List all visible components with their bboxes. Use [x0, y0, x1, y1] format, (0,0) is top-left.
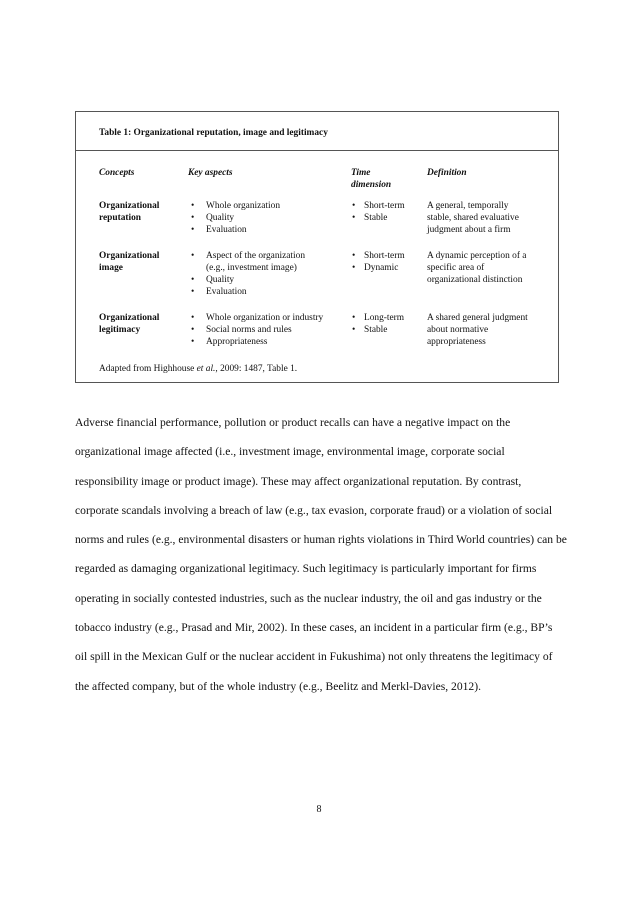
table-box	[75, 111, 559, 383]
definition-legitimacy	[427, 312, 528, 348]
header-time-dimension	[351, 167, 391, 191]
definition-line: A shared general judgment	[427, 313, 528, 323]
concept-image	[99, 250, 159, 274]
concept-line: Organizational	[99, 201, 160, 211]
aspects-list-image	[188, 250, 348, 298]
source-prefix: Adapted from Highhouse	[99, 364, 197, 374]
list-item: • Stable	[351, 212, 423, 224]
concept-reputation	[99, 200, 159, 224]
list-item-line: • Aspect of the organization	[206, 251, 306, 261]
list-item: • Long-term	[351, 312, 423, 324]
definition-line: judgment about a firm	[427, 225, 511, 235]
definition-reputation	[427, 200, 519, 236]
definition-line: specific area of	[427, 263, 485, 273]
definition-line: appropriateness	[427, 337, 486, 347]
list-item	[188, 250, 348, 274]
list-item: • Evaluation	[188, 224, 348, 236]
concept-line: image	[99, 263, 123, 273]
list-item: • Dynamic	[351, 262, 423, 274]
list-item: • Appropriateness	[188, 336, 358, 348]
concept-line: Organizational	[99, 251, 160, 261]
definition-line: organizational distinction	[427, 275, 523, 285]
list-item: • Whole organization or industry	[188, 312, 358, 324]
source-etal: et al.	[196, 364, 216, 374]
list-item: • Stable	[351, 324, 423, 336]
list-item-line: (e.g., investment image)	[206, 263, 297, 273]
header-concepts: Concepts	[99, 168, 135, 178]
definition-line: stable, shared evaluative	[427, 213, 519, 223]
time-list-image	[351, 250, 423, 274]
aspects-list	[188, 250, 348, 298]
table-source-note	[99, 364, 297, 374]
source-suffix: , 2009: 1487, Table 1.	[215, 364, 298, 374]
definition-line: about normative	[427, 325, 489, 335]
concept-legitimacy	[99, 312, 159, 336]
definition-line: A dynamic perception of a	[427, 251, 527, 261]
list-item: • Social norms and rules	[188, 324, 358, 336]
time-list-legitimacy	[351, 312, 423, 336]
header-definition: Definition	[427, 168, 467, 178]
list-item: • Quality	[188, 274, 348, 286]
page-number: 8	[316, 804, 322, 815]
definition-line: A general, temporally	[427, 201, 509, 211]
table-title-divider	[76, 150, 558, 151]
table-title: Table 1: Organizational reputation, image and legitimacy	[99, 128, 328, 138]
header-time-line2: dimension	[351, 180, 392, 190]
header-key-aspects: Key aspects	[188, 168, 233, 178]
concept-line: legitimacy	[99, 325, 141, 335]
list-item: • Short-term	[351, 200, 423, 212]
list-item: • Short-term	[351, 250, 423, 262]
concept-line: reputation	[99, 213, 142, 223]
aspects-list-legitimacy	[188, 312, 358, 348]
list-item: • Whole organization	[188, 200, 348, 212]
time-list-reputation	[351, 200, 423, 224]
concept-line: Organizational	[99, 313, 160, 323]
definition-image	[427, 250, 526, 286]
list-item: • Evaluation	[188, 286, 348, 298]
aspects-list-reputation	[188, 200, 348, 236]
list-item: • Quality	[188, 212, 348, 224]
header-time-line1: Time	[351, 168, 371, 178]
body-paragraph: Adverse financial performance, pollution or product recalls can have a negative impact on the organizational image affected (i.e., investment image, environmental image, corporate social responsibility image or product image). These may affect organizational reputation. By contrast, corporate scandals involving a breach of law (e.g., tax evasion, corporate fraud) or a violation of social norms and rules (e.g., environmental disasters or human rights violations in Third World countries) can be regarded as damaging organizational legitimacy. Such legitimacy is particularly important for firms operating in socially contested industries, such as the nuclear industry, the oil and gas industry or the tobacco industry (e.g., Prasad and Mir, 2002). In these cases, an incident in a particular firm (e.g., BP’s oil spill in the Mexican Gulf or the nuclear accident in Fukushima) not only threatens the legitimacy of the affected company, but of the whole industry (e.g., Beelitz and Merkl-Davies, 2012).	[75, 416, 567, 693]
